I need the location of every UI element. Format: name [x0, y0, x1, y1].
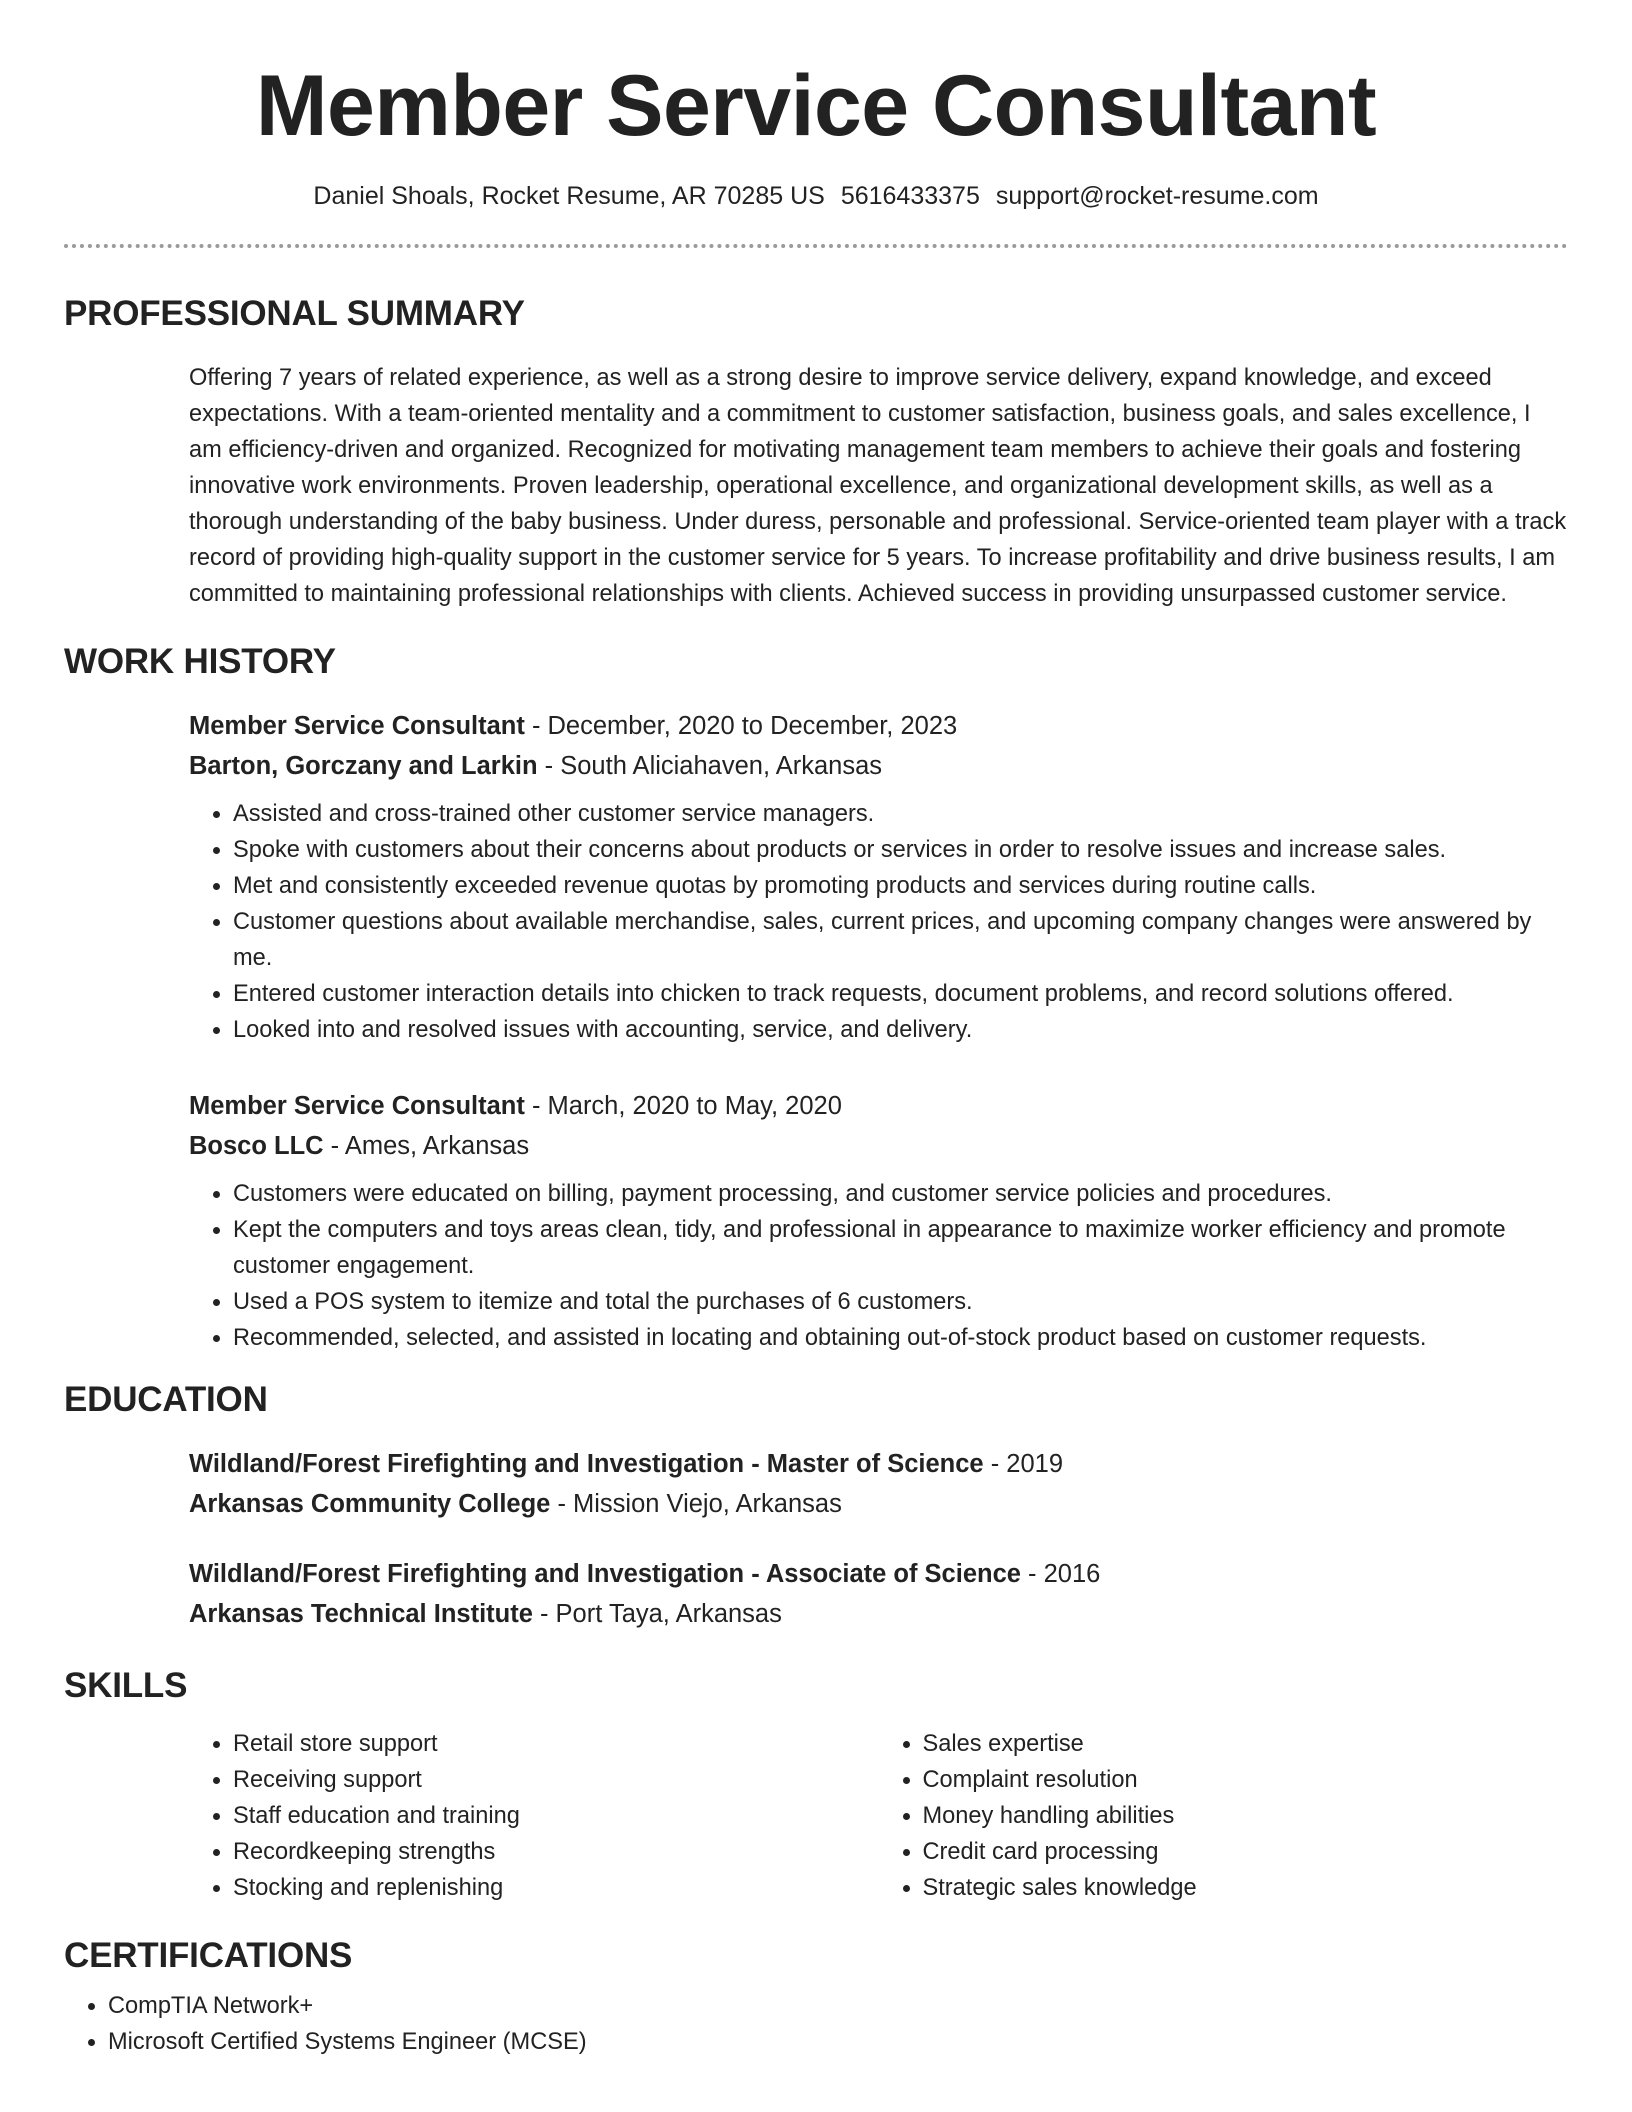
education-school: Arkansas Technical Institute [189, 1600, 533, 1628]
job-bullet: • Customers were educated on billing, payment processing, and customer service policies and procedures. [233, 1176, 1568, 1212]
contact-address: Daniel Shoals, Rocket Resume, AR 70285 US [313, 182, 825, 210]
job-bullet: • Kept the computers and toys areas clean, tidy, and professional in appearance to maximize worker efficiency and promote customer engagement. [233, 1212, 1568, 1284]
education-degree-line [189, 1554, 1568, 1594]
certification-item: • Microsoft Certified Systems Engineer (MCSE) [108, 2024, 1568, 2060]
contact-email: support@rocket-resume.com [995, 182, 1319, 210]
section-heading-certifications: CERTIFICATIONS [64, 1936, 353, 1975]
resume-page [64, 0, 1568, 2060]
education-degree-line [189, 1444, 1568, 1484]
education-school-line [189, 1484, 1568, 1524]
skills-grid [189, 1726, 1568, 1906]
skill-item: • Staff education and training [233, 1798, 879, 1834]
skill-item: • Sales expertise [923, 1726, 1569, 1762]
job-location: - South Aliciahaven, Arkansas [537, 752, 883, 780]
job-company: Bosco LLC [189, 1132, 324, 1160]
education-degree: Wildland/Forest Firefighting and Investigation - Master of Science [189, 1450, 984, 1478]
skill-item: • Retail store support [233, 1726, 879, 1762]
job-title: Member Service Consultant [189, 712, 525, 740]
job-bullet: • Met and consistently exceeded revenue quotas by promoting products and services during routine calls. [233, 868, 1568, 904]
job-bullet: • Spoke with customers about their concerns about products or services in order to resolve issues and increase sales. [233, 832, 1568, 868]
header-divider [64, 244, 1568, 248]
job-dates: - December, 2020 to December, 2023 [524, 712, 958, 740]
job-bullet: • Customer questions about available merchandise, sales, current prices, and upcoming company changes were answered by me. [233, 904, 1568, 976]
job-title-line [189, 1086, 1568, 1126]
job-title-line [189, 706, 1568, 746]
job-title: Member Service Consultant [189, 1092, 525, 1120]
contact-line [64, 178, 1568, 214]
job-location: - Ames, Arkansas [323, 1132, 530, 1160]
section-heading-education: EDUCATION [64, 1380, 268, 1419]
skills-list-right [879, 1726, 1569, 1906]
certification-item: • CompTIA Network+ [108, 1988, 1568, 2024]
skills-list-left [189, 1726, 879, 1906]
skill-item: • Money handling abilities [923, 1798, 1569, 1834]
education-location: - Mission Viejo, Arkansas [550, 1490, 842, 1518]
education-year: - 2019 [983, 1450, 1063, 1478]
skill-item: • Credit card processing [923, 1834, 1569, 1870]
education-location: - Port Taya, Arkansas [532, 1600, 782, 1628]
education-degree: Wildland/Forest Firefighting and Investigation - Associate of Science [189, 1560, 1021, 1588]
resume-title: Member Service Consultant [255, 58, 1377, 154]
education-school-line [189, 1594, 1568, 1634]
job-bullets [189, 796, 1568, 1048]
job-entry [189, 1086, 1568, 1356]
job-bullets [189, 1176, 1568, 1356]
skill-item: • Strategic sales knowledge [923, 1870, 1569, 1906]
job-bullet: • Recommended, selected, and assisted in locating and obtaining out-of-stock product based on customer requests. [233, 1320, 1568, 1356]
job-bullet: • Entered customer interaction details into chicken to track requests, document problems, and record solutions offered. [233, 976, 1568, 1012]
job-entry [189, 706, 1568, 1048]
education-entry [189, 1554, 1568, 1634]
skill-item: • Recordkeeping strengths [233, 1834, 879, 1870]
job-company: Barton, Gorczany and Larkin [189, 752, 538, 780]
job-company-line [189, 1126, 1568, 1166]
job-bullet: • Used a POS system to itemize and total the purchases of 6 customers. [233, 1284, 1568, 1320]
skill-item: • Stocking and replenishing [233, 1870, 879, 1906]
education-school: Arkansas Community College [189, 1490, 551, 1518]
skill-item: • Receiving support [233, 1762, 879, 1798]
job-bullet: • Looked into and resolved issues with accounting, service, and delivery. [233, 1012, 1568, 1048]
contact-phone: 5616433375 [840, 182, 980, 210]
section-heading-skills: SKILLS [64, 1666, 188, 1705]
section-heading-summary: PROFESSIONAL SUMMARY [64, 294, 525, 333]
education-year: - 2016 [1020, 1560, 1101, 1588]
job-dates: - March, 2020 to May, 2020 [524, 1092, 842, 1120]
job-bullet: • Assisted and cross-trained other customer service managers. [233, 796, 1568, 832]
section-heading-work-history: WORK HISTORY [64, 642, 336, 681]
job-company-line [189, 746, 1568, 786]
certifications-list [64, 1988, 1568, 2060]
summary-text: Offering 7 years of related experience, as well as a strong desire to improve service delivery, expand knowledge, and exceed expectations. With a team-oriented mentality and a commitment to customer satisfaction, business goals, and sales excellence, I am efficiency-driven and organized. Recognized for motivating management team members to achieve their goals and fostering innovative work environments. Proven leadership, operational excellence, and organizational development skills, as well as a thorough understanding of the baby business. Under duress, personable and professional. Service-oriented team player with a track record of providing high-quality support in the customer service for 5 years. To increase profitability and drive business results, I am committed to maintaining professional relationships with clients. Achieved success in providing unsurpassed customer service. [189, 365, 1567, 607]
education-entry [189, 1444, 1568, 1524]
skill-item: • Complaint resolution [923, 1762, 1569, 1798]
